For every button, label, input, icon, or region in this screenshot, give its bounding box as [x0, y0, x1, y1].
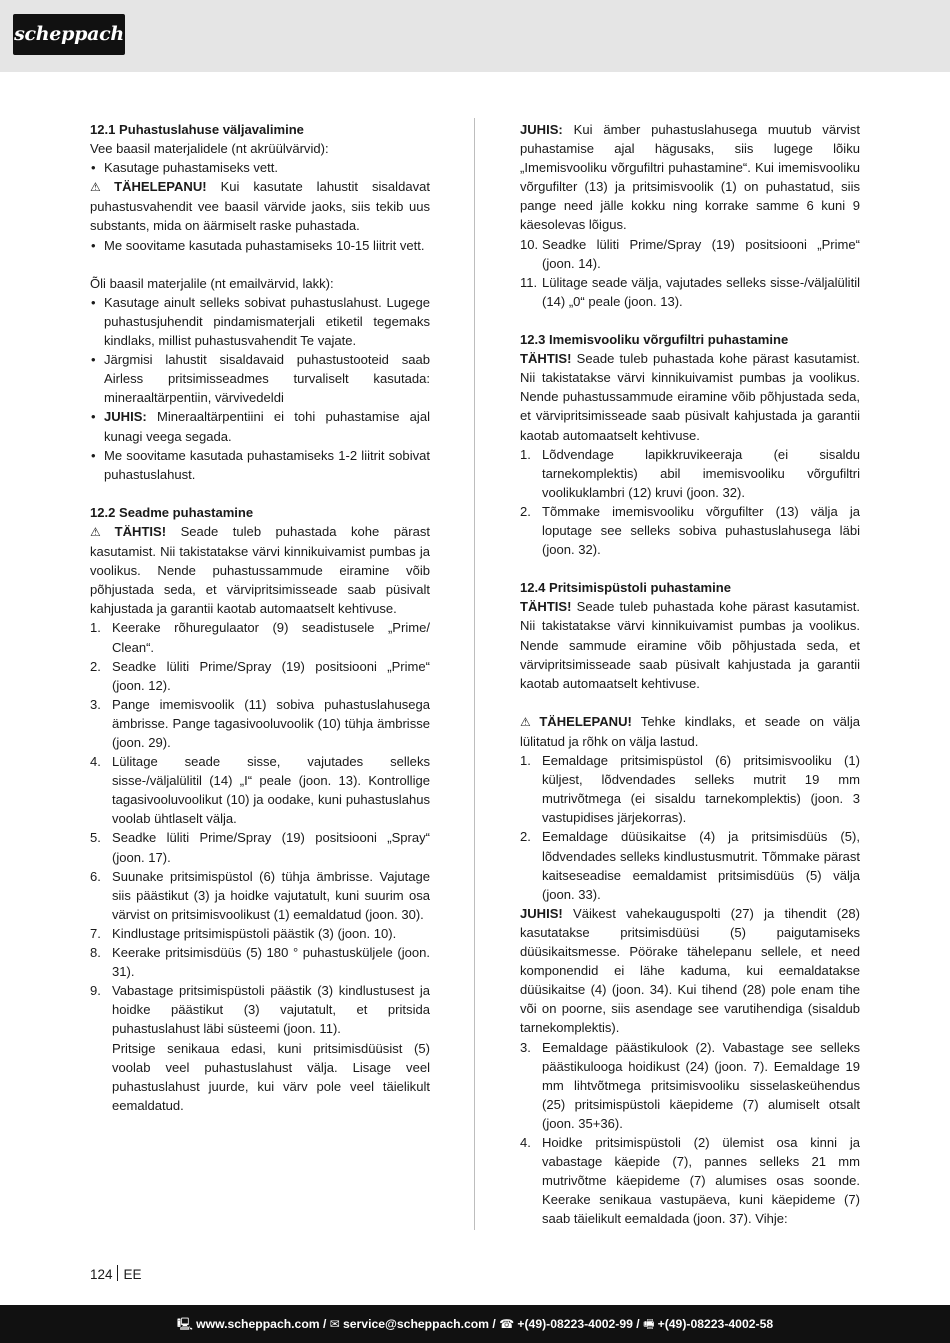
step-text: Tõmmake imemisvooliku võrgufilter (13) välja ja loputage see selleks sobiva puhastuslahusega läbi (joon. 32). [542, 503, 860, 558]
page-number: 124 [90, 1267, 113, 1282]
fax-icon: 🖷 [643, 1317, 655, 1331]
water-based-list-2 [90, 236, 430, 255]
step-item [520, 751, 860, 827]
step-text: Eemaldage düüsikaitse (4) ja pritsimisdüüs (5), lõdvendades selleks kindlustusmutrit. Tõmmake pärast kaitseseadise eemaldamist pritsimisdüüs (5) välja (joon. 33). [542, 829, 860, 902]
step-text: Lõdvendage lapikkruvikeeraja (ei sisaldu tarnekomplektis) abil imemisvooliku võrgufiltri voolikuklambri (12) kruvi (joon. 32). [542, 446, 860, 500]
step-item [520, 1038, 860, 1133]
cleaning-steps [90, 618, 430, 1038]
warning-paragraph: ⚠ TÄHELEPANU! Kui kasutate lahustit sisaldavat puhastusvahendit vee baasil värvide jaoks, siis tekib uus substants, mida on äärmiselt raske puhastada. [90, 179, 430, 234]
section-12-1-intro: Vee baasil materjalidele (nt akrüülvärvid): [90, 141, 329, 157]
important-paragraph: ⚠ TÄHTIS! Seade tuleb puhastada kohe pärast kasutamist. Nii takistatakse värvi kinnikuivamist pumbas ja voolikus. Nende puhastussammude eiramine võib põhjustada seda, et värvipritsimisseade saab püsivalt kahjustada ja garantii kaotab automaatselt kehtivuse. [90, 523, 431, 617]
step-text: Kindlustage pritsimispüstoli päästik (3) (joon. 10). [112, 925, 397, 941]
step-item [90, 657, 430, 695]
step-number: 10. [520, 236, 539, 252]
step-number: 4. [520, 1134, 531, 1150]
list-item: • Me soovitame kasutada puhastamiseks 1-2 liitrit sobivat puhastuslahust. [91, 447, 430, 482]
step-number: 2. [90, 658, 101, 674]
step-item [520, 1133, 860, 1228]
step-item [90, 981, 430, 1038]
list-item: • JUHIS: Mineraaltärpentiini ei tohi puhastamise ajal kunagi veega segada. [91, 409, 430, 444]
oil-based-intro: Õli baasil materjalile (nt emailvärvid, lakk): [90, 275, 334, 291]
page-footer [0, 1305, 950, 1343]
step-number: 3. [520, 1039, 531, 1055]
bullet-icon: • [91, 409, 96, 425]
list-item: • Me soovitame kasutada puhastamiseks 10-15 liitrit vett. [90, 236, 430, 255]
bullet-icon: • [91, 237, 96, 253]
bullet-icon: • [91, 352, 96, 368]
important-paragraph: TÄHTIS! Seade tuleb puhastada kohe pärast kasutamist. Nii takistatakse värvi kinnikuivamist pumbas ja voolikus. Nende puhastussammude eiramine võib põhjustada seda, et värvipritsimisseade saab püsivalt kahjustada ja garantii kaotab automaatselt kehtivuse. [520, 351, 860, 443]
step-number: 1. [520, 753, 531, 769]
step-text: Seadke lüliti Prime/Spray (19) positsiooni „Prime“ (joon. 12). [112, 658, 430, 693]
gun-cleaning-steps-continued [520, 1038, 860, 1229]
oil-based-list [90, 293, 430, 484]
step-item [90, 867, 430, 924]
footer-website[interactable]: www.scheppach.com / [196, 1317, 327, 1331]
footer-phone: +(49)-08223-4002-99 / [517, 1317, 640, 1331]
step-text: Eemaldage pritsimispüstol (6) pritsimisvooliku (1) küljest, lõdvendades selleks mutrit 19 mm mutrivõtmega (ei sisaldu tarnekomplektis) (joon. 3 vastupidises järjekorras). [542, 753, 860, 826]
step-text: Vabastage pritsimispüstoli päästik (3) kindlustusest ja hoidke päästikut (3) vajutatult, et pritsida puhastuslahust läbi süsteemi (joon. 11). [112, 983, 430, 1037]
step-text: Lülitage seade sisse, vajutades selleks sisse-/väljalülitil (14) „I“ peale (joon. 13). Kontrollige tagasivooluvoolikut (10) ja oodake, kuni puhastuslahus voolab ühtlaselt välja. [112, 754, 430, 827]
step-text: Lülitage seade välja, vajutades selleks sisse-/väljalülitil (14) „0“ peale (joon. 13). [542, 274, 860, 309]
page-separator [117, 1265, 118, 1281]
section-12-2-title: 12.2 Seadme puhastamine [90, 504, 254, 520]
step-text: Keerake rõhuregulaator (9) seadistusele „Prime/ Clean“. [112, 620, 430, 655]
step-number: 1. [520, 446, 531, 462]
bullet-icon: • [91, 160, 96, 176]
step-text: Keerake pritsimisdüüs (5) 180 ° puhastusküljele (joon. 31). [112, 945, 430, 980]
phone-icon: ☎ [499, 1317, 515, 1331]
step-item [90, 943, 430, 981]
step-item [520, 273, 860, 311]
step-number: 2. [520, 503, 531, 519]
step-item [520, 827, 860, 903]
section-12-1-title: 12.1 Puhastuslahuse väljavalimine [90, 122, 304, 137]
bullet-icon: • [91, 447, 96, 463]
step-text: Suunake pritsimispüstol (6) tühja ämbrisse. Vajutage siis päästikut (3) ja hoidke vajutatult, kuni suurim osa värvist on pritsimisvoolikust (1) eemaldatud (joon. 30). [112, 868, 430, 922]
step-item [90, 828, 430, 866]
brand-logo: scheppach [13, 14, 125, 55]
step-number: 8. [90, 945, 101, 961]
note-paragraph: JUHIS: Kui ämber puhastuslahusega muutub värvist puhastamise ajal hägusaks, siis lugege lõiku „Imemisvooliku võrgufiltri puhastamine“. Kui imemisvooliku võrgufilter (13) ja pritsimisvoolik (1) on puhastatud, siis pange need jälle kokku ning korrake samme 6 kuni 9 käesolevas lõigus. [520, 122, 860, 233]
section-12-4-title: 12.4 Pritsimispüstoli puhastamine [520, 580, 731, 596]
gun-cleaning-steps [520, 751, 860, 904]
step-number: 6. [90, 868, 101, 884]
step-item [90, 752, 430, 828]
footer-fax: +(49)-08223-4002-58 [657, 1317, 774, 1331]
warning-triangle-icon: ⚠ [520, 714, 537, 729]
step-number: 5. [90, 830, 101, 846]
warning-triangle-icon: ⚠ [90, 524, 112, 539]
warning-label: TÄHELEPANU! [114, 179, 207, 195]
step-number: 11. [520, 274, 538, 290]
step-number: 3. [90, 696, 101, 712]
important-paragraph: TÄHTIS! Seade tuleb puhastada kohe pärast kasutamist. Nii takistatakse värvi kinnikuivamist pumbas ja voolikus. Nende sammude eiramine võib põhjustada seda, et värvipritsimisseade saab püsivalt kahjustada ja garantii kaotab automaatselt kehtivuse. [520, 599, 860, 691]
page-header [0, 0, 950, 72]
list-item: • Kasutage puhastamiseks vett. [90, 158, 430, 177]
step-item [90, 618, 430, 656]
note-paragraph: JUHIS! Väikest vahekauguspolti (27) ja tihendit (28) kasutatakse pritsimisdüüsi (5) paigutamiseks düüsikaitsmesse. Pöörake tähelepanu sellele, et need komponendid ei lähe kaduma, kui eemaldatakse düüsikaitse (4) (joon. 34). Kui tihend (28) pole enam tihe või on poorne, siis asendage see varutihendiga (sisaldub tarnekomplektis). [520, 905, 860, 1036]
section-12-3-title: 12.3 Imemisvooliku võrgufiltri puhastamine [520, 332, 789, 348]
step-number: 2. [520, 829, 531, 845]
step-text: Eemaldage päästikulook (2). Vabastage see selleks päästikulooga hoidikust (24) (joon. 7). Eemaldage 19 mm lihtvõtmega pritsimisvooliku sisselaskeühendus (25) pritsimispüstoli käepideme (7) alumiselt otsalt (joon. 35+36). [542, 1039, 860, 1131]
list-item: • Kasutage ainult selleks sobivat puhastuslahust. Lugege puhastusjuhendit pindamismaterjali etiketil tegemaks kindlaks, millist puhastusvahendit Te vajate. [91, 294, 430, 349]
step-number: 9. [90, 983, 101, 999]
list-item: • Järgmisi lahustit sisaldavaid puhastustooteid saab Airless pritsimisseadmes turvaliselt kasutada: mineraaltärpentiin, värvivedeldi [91, 352, 430, 406]
left-column [90, 120, 430, 1115]
step-9-continuation: Pritsige senikaua edasi, kuni pritsimisdüüsist (5) voolab veel puhastuslahust välja. Lisage veel puhastuslahust juurde, kui värv pole veel täielikult eemaldatud. [112, 1040, 430, 1113]
bullet-icon: • [91, 294, 96, 310]
warning-paragraph: ⚠ TÄHELEPANU! Tehke kindlaks, et seade on välja lülitatud ja rõhk on välja lastud. [520, 713, 860, 749]
step-text: Seadke lüliti Prime/Spray (19) positsiooni „Prime“ (joon. 14). [542, 236, 860, 271]
step-item [520, 445, 860, 502]
language-code: EE [123, 1267, 142, 1282]
water-based-list [90, 158, 430, 177]
right-column [520, 120, 860, 1228]
page-number-block [90, 1265, 142, 1282]
step-item [520, 235, 860, 273]
step-text: Seadke lüliti Prime/Spray (19) positsiooni „Spray“ (joon. 17). [112, 830, 430, 865]
step-text: Hoidke pritsimispüstoli (2) ülemist osa kinni ja vabastage käepide (7), pannes selleks 21 mm mutrivõtme käepideme (7) alumises osas soonde. Keerake senikaua vastupäeva, kuni käepideme (7) saab täielikult eemaldada (joon. 37). Vihje: [542, 1134, 860, 1227]
step-item [90, 924, 430, 943]
email-icon: ✉ [329, 1317, 340, 1331]
step-number: 7. [90, 925, 101, 941]
step-item [520, 502, 860, 559]
footer-email[interactable]: service@scheppach.com / [343, 1317, 496, 1331]
cleaning-steps-continued [520, 235, 860, 311]
warning-triangle-icon: ⚠ [90, 180, 112, 195]
step-text: Pange imemisvoolik (11) sobiva puhastuslahusega ämbrisse. Pange tagasivooluvoolik (10) tühja ämbrisse (joon. 29). [112, 696, 430, 750]
column-divider [474, 118, 475, 1230]
step-item [90, 695, 430, 752]
step-number: 4. [90, 754, 101, 770]
step-number: 1. [90, 620, 101, 636]
filter-cleaning-steps [520, 445, 860, 560]
monitor-icon: 🖳 [176, 1317, 194, 1331]
